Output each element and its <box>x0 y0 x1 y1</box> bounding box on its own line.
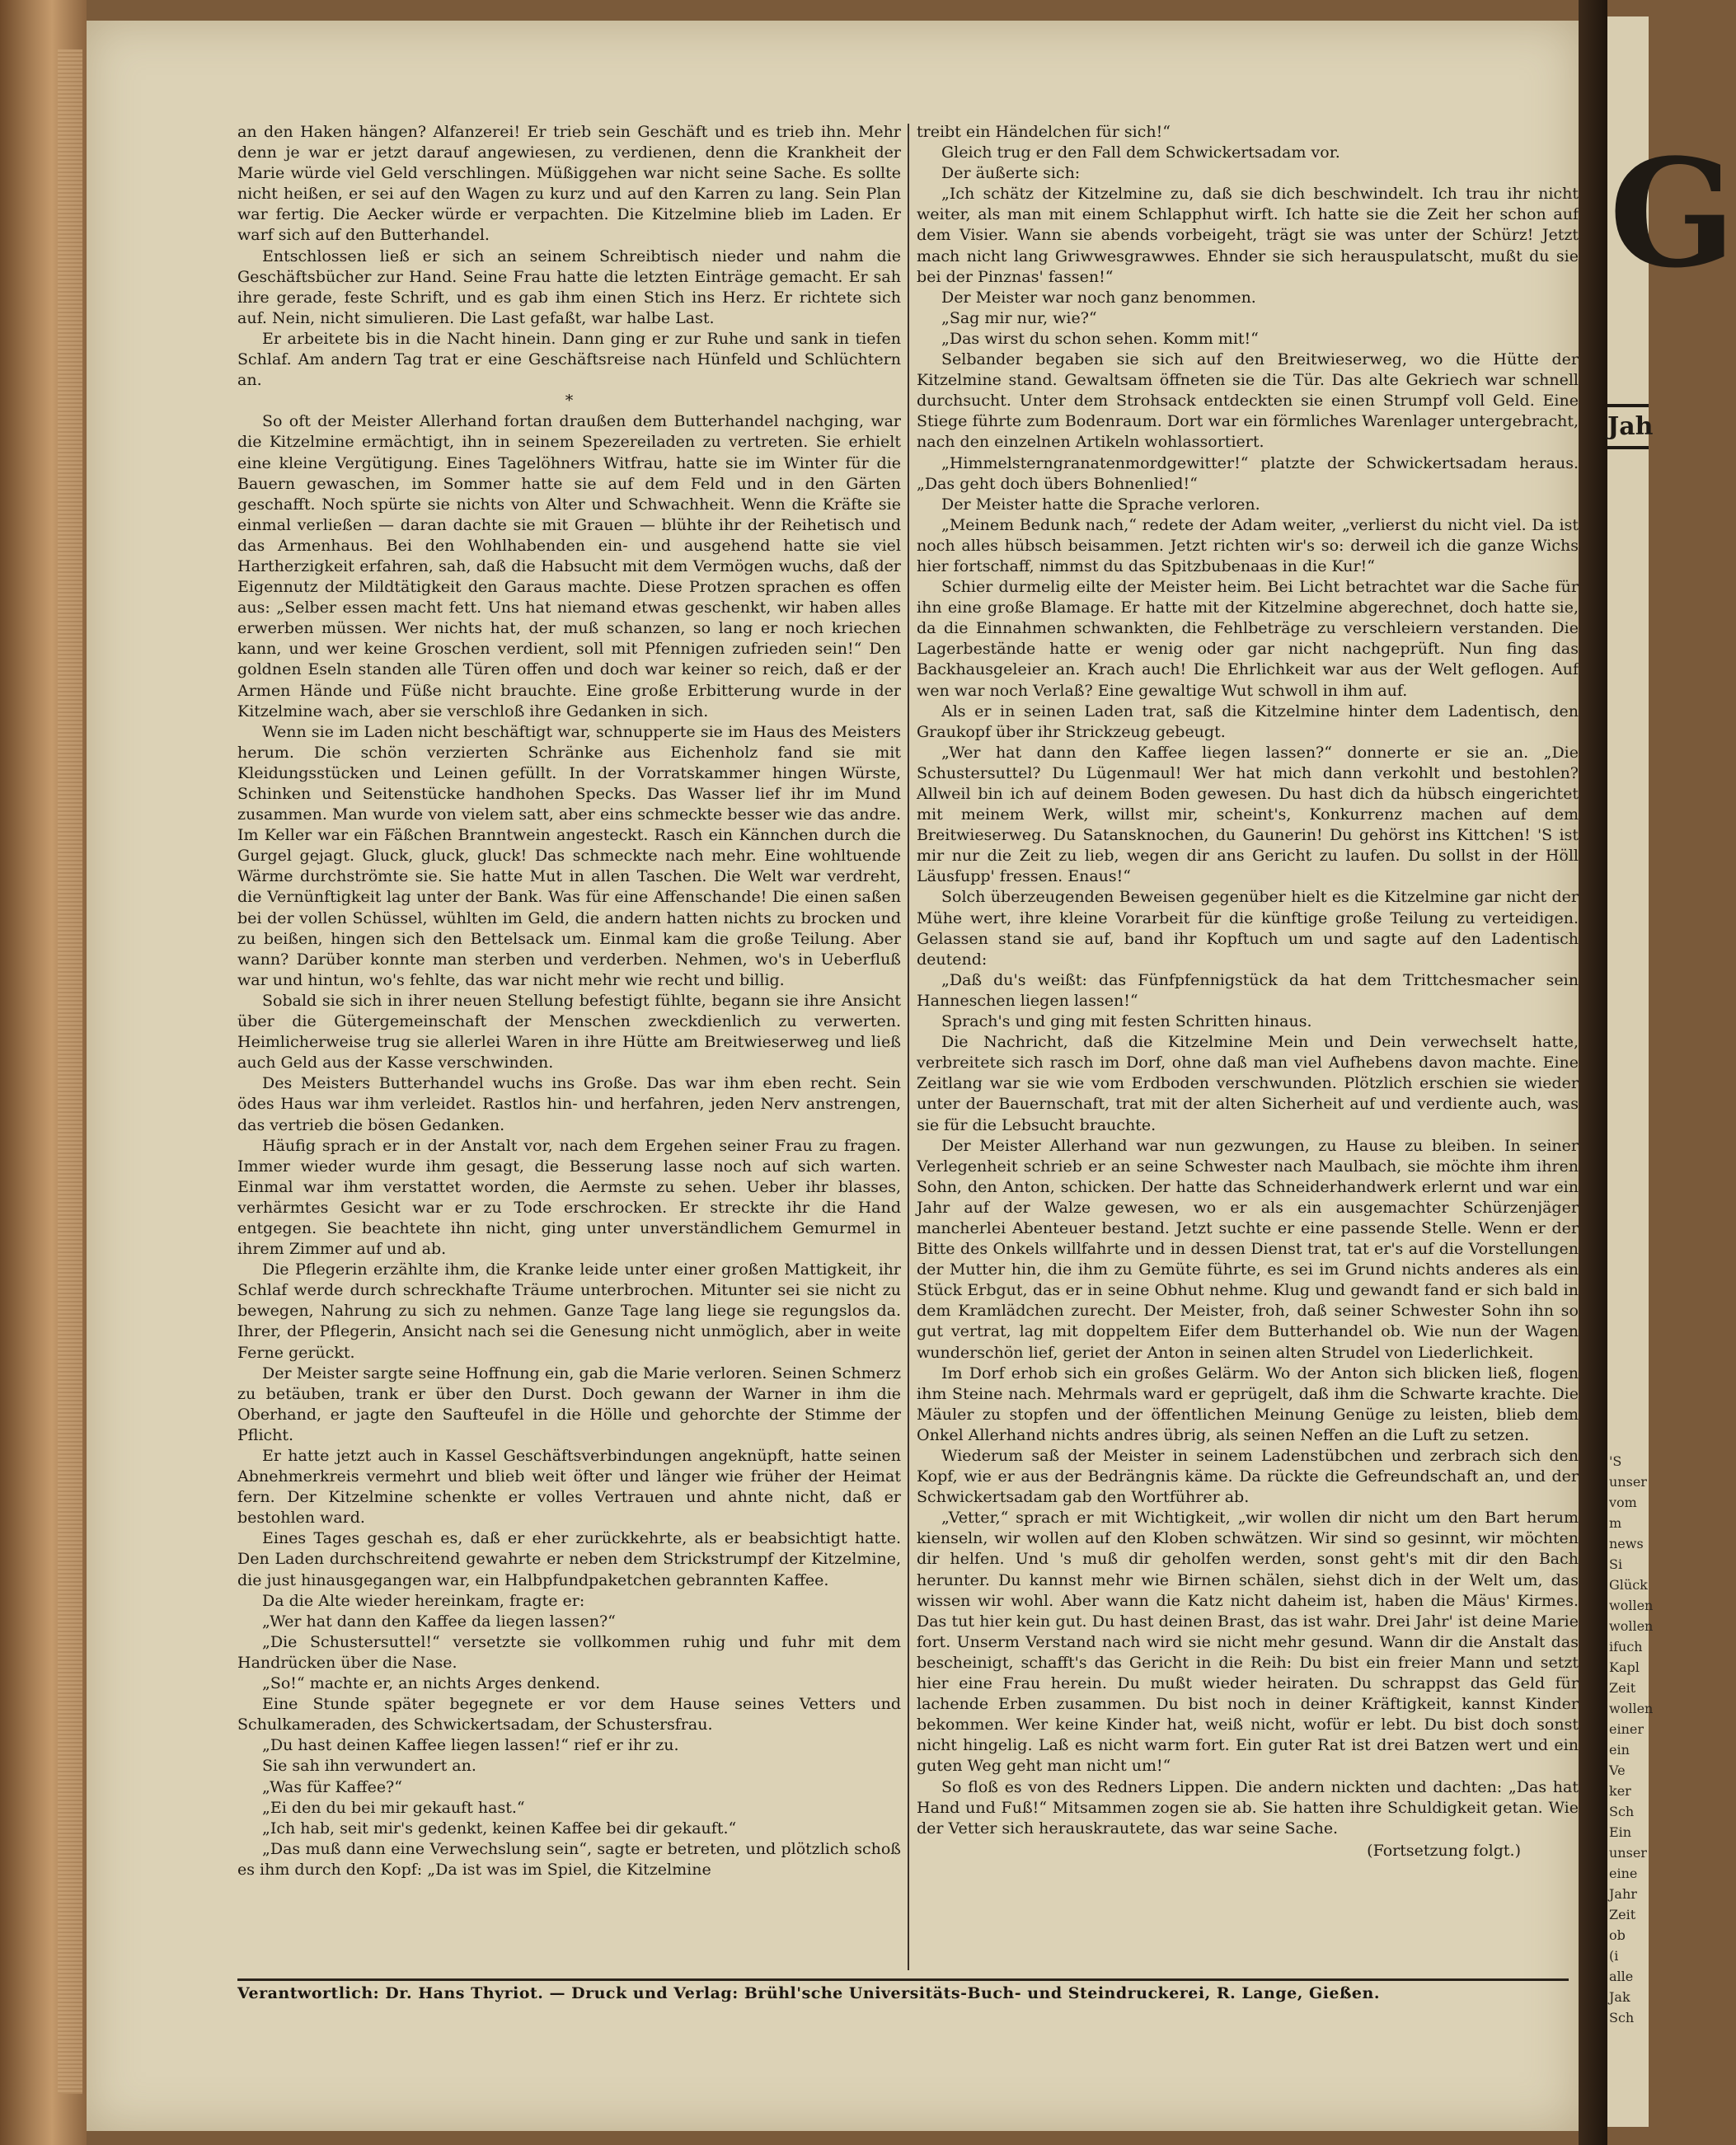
column-divider <box>908 124 909 1970</box>
adjacent-section-label: Jah <box>1607 404 1649 449</box>
adjacent-fragment-line: Sch <box>1609 1804 1635 1819</box>
article-paragraph: „Ich schätz der Kitzelmine zu, daß sie dich beschwindelt. Ich trau ihr nicht weiter, als man mit einem Schlapphut wirft. Ich hatte sie die Zeit her schon auf dem Visier. Wann sie abends vorbeigeht, trägt sie was unter der Schürz! Jetzt mach nicht lang Griwwesgrawwes. Ehnder sie sich herauspulatscht, mußt du sie bei der Pinznas' fassen!“ <box>917 185 1579 286</box>
article-paragraph: „Wer hat dann den Kaffee liegen lassen?“ donnerte er sie an. „Die Schustersuttel? Du Lügenmaul! Wer hat mich dann verkohlt und bestohlen? Allweil bin ich auf deinem Boden gewesen. Du hast dich da hübsch eingerichtet mit meinem Werk, willst mir, scheint's, Konkurrenz machen auf dem Breitwieserweg. Du Satansknochen, du Gaunerin! Du gehörst ins Kittchen! 'S ist mir nur die Zeit zu lieb, wegen dir ans Gericht zu laufen. Du sollst in der Höll Läusfupp' fressen. Enaus!“ <box>917 743 1579 886</box>
adjacent-fragment-line: alle <box>1609 1969 1634 1984</box>
adjacent-fragment-line: einer <box>1609 1721 1645 1737</box>
article-column-right <box>917 122 1579 1977</box>
article-paragraph: Im Dorf erhob sich ein großes Gelärm. Wo der Anton sich blicken ließ, flogen ihm Steine nach. Mehrmals ward er geprügelt, daß ihm die Schwarte krachte. Die Mäuler zu stopfen und der öffentlichen Meinung Genüge zu leisten, blieb dem Onkel Allerhand nichts andres übrig, als seinen Neffen an die Luft zu setzen. <box>917 1364 1579 1444</box>
article-paragraph: Da die Alte wieder hereinkam, fragte er: <box>262 1591 585 1610</box>
article-paragraph: „Meinem Bedunk nach,“ redete der Adam weiter, „verlierst du nicht viel. Da ist noch alles hübsch beisammen. Jetzt richten wir's so: derweil ich die ganze Wichs hier fortschaff, nimmst du das Spitzbubenaas in die Kur!“ <box>917 515 1579 575</box>
adjacent-fragment-line: ker <box>1609 1783 1631 1799</box>
continued-note: (Fortsetzung folgt.) <box>1367 1841 1521 1860</box>
adjacent-fragment-line: wollen <box>1609 1618 1654 1634</box>
article-paragraph: Der Meister sargte seine Hoffnung ein, gab die Marie verloren. Seinen Schmerz zu betäuben, trank er über den Durst. Doch gewann der Warner in ihm die Oberhand, er jagte den Saufteufel in die Hölle und gehorchte der Stimme der Pflicht. <box>237 1364 901 1444</box>
adjacent-text-fragment <box>1609 1451 1654 2028</box>
adjacent-fragment-line: m <box>1609 1515 1622 1531</box>
article-paragraph: Er arbeitete bis in die Nacht hinein. Dann ging er zur Ruhe und sank in tiefen Schlaf. Am andern Tag trat er eine Geschäftsreise nach Hünfeld und Schlüchtern an. <box>237 329 901 390</box>
adjacent-fragment-line: Ve <box>1609 1762 1626 1778</box>
adjacent-fragment-line: (i <box>1609 1948 1619 1964</box>
article-paragraph: „Ei den du bei mir gekauft hast.“ <box>262 1798 525 1817</box>
adjacent-fragment-line: Glück <box>1609 1577 1648 1593</box>
article-paragraph: „Du hast deinen Kaffee liegen lassen!“ rief er ihr zu. <box>262 1736 679 1755</box>
adjacent-fragment-line: Jahr <box>1609 1886 1637 1902</box>
article-paragraph: So oft der Meister Allerhand fortan draußen dem Butterhandel nachging, war die Kitzelmine ermächtigt, ihn in seinem Spezereiladen zu vertreten. Sie erhielt eine kleine Vergütigung. Eines Tagelöhners Witfrau, hatte sie im Winter für die Bauern gewaschen, im Sommer hatte sie auf dem Feld und in den Gärten geschafft. Noch spürte sie nichts von Alter und Schwachheit. Wenn die Kräfte sie einmal verließen — daran dachte sie mit Grauen — blühte ihr der Reihetisch und das Armenhaus. Bei den Wohlhabenden ein- und ausgehend hatte sie viel Hartherzigkeit erfahren, sah, daß die Habsucht mit dem Vermögen wuchs, daß der Eigennutz der Mildtätigkeit den Garaus machte. Diese Protzen sprachen es offen aus: „Selber essen macht fett. Uns hat niemand etwas geschenkt, wir haben alles erwerben müssen. Wer nichts hat, der muß schanzen, so lang er noch kriechen kann, und wer keine Groschen verdient, soll mit Pfennigen zufrieden sein!“ Den goldnen Eseln standen alle Türen offen und doch war keiner so reich, daß er der Armen Hände und Füße nicht brauchte. Eine große Erbitterung wurde in der Kitzelmine wach, aber sie verschloß ihre Gedanken in sich. <box>237 412 901 720</box>
article-paragraph: „Das muß dann eine Verwechslung sein“, sagte er betreten, und plötzlich schoß es ihm durch den Kopf: „Da ist was im Spiel, die Kitzelmine <box>237 1839 901 1879</box>
adjacent-fragment-line: Zeit <box>1609 1907 1636 1922</box>
article-paragraph: Sprach's und ging mit festen Schritten hinaus. <box>941 1012 1312 1031</box>
article-paragraph: „Daß du's weißt: das Fünfpfennigstück da hat dem Trittchesmacher sein Hanneschen liegen lassen!“ <box>917 970 1579 1010</box>
article-paragraph: „Ich hab, seit mir's gedenkt, keinen Kaffee bei dir gekauft.“ <box>262 1819 737 1838</box>
article-paragraph: Der Meister Allerhand war nun gezwungen, zu Hause zu bleiben. In seiner Verlegenheit schrieb er an seine Schwester nach Maulbach, sie möchte ihm ihren Sohn, den Anton, schicken. Der hatte das Schneiderhandwerk erlernt und war ein Jahr auf der Walze gewesen, wo er als ein ausgemachter Schürzenjäger mancherlei Abenteuer bestand. Jetzt suchte er eine passende Stelle. Wenn er der Bitte des Onkels willfahrte und in dessen Dienst trat, tat er's auf die Vorstellungen der Mutter hin, die ihm zu Gemüte führte, es sei im Grund nichts anderes als ein Stück Erbgut, das er in seine Obhut nehme. Klug und gewandt fand er sich bald in dem Kramlädchen zurecht. Der Meister, froh, daß seiner Schwester Sohn ihn so gut vertrat, lag mit doppeltem Eifer dem Butterhandel ob. Wie nun der Wagen wunderschön lief, geriet der Anton in seinen alten Strudel von Liederlichkeit. <box>917 1136 1579 1362</box>
article-paragraph: Sie sah ihn verwundert an. <box>262 1757 476 1776</box>
article-paragraph: Sobald sie sich in ihrer neuen Stellung befestigt fühlte, begann sie ihre Ansicht über die Gütergemeinschaft der Menschen zweckdienlich zu verwerten. Heimlicherweise trug sie allerlei Waren in ihre Hütte am Breitwieserweg und ließ auch Geld aus der Kasse verschwinden. <box>237 991 901 1072</box>
article-paragraph: Der Meister war noch ganz benommen. <box>941 288 1256 307</box>
article-paragraph: Schier durmelig eilte der Meister heim. Bei Licht betrachtet war die Sache für ihn eine große Blamage. Er hatte mit der Kitzelmine abgerechnet, doch hatte sie, da die Einnahmen schwankten, die Fehlbeträge zu verschleiern verstanden. Die Lagerbestände hatte er wenig oder gar nicht nachgeprüft. Nun fing das Backhausgeleier an. Krach auch! Die Ehrlichkeit war aus der Welt geflogen. Auf wen war noch Verlaß? Eine gewaltige Wut schwoll in ihm auf. <box>917 578 1579 700</box>
footer-rule <box>237 1978 1569 1981</box>
adjacent-fragment-line: ein <box>1609 1742 1630 1758</box>
article-paragraph: Wiederum saß der Meister in seinem Ladenstübchen und zerbrach sich den Kopf, wie er aus der Bedrängnis käme. Da rückte die Gefreundschaft an, und der Schwickertsadam gab den Wortführer ab. <box>917 1447 1579 1507</box>
article-column-left <box>237 122 901 1977</box>
article-paragraph: „Das wirst du schon sehen. Komm mit!“ <box>941 329 1259 348</box>
adjacent-fragment-line: wollen <box>1609 1701 1654 1716</box>
article-paragraph: Des Meisters Butterhandel wuchs ins Große. Das war ihm eben recht. Sein ödes Haus war ihm verleidet. Rastlos hin- und herfahren, jeden Nerv anstrengen, das vertrieb die bösen Gedanken. <box>237 1074 901 1134</box>
adjacent-fragment-line: Sch <box>1609 2010 1635 2025</box>
adjacent-fragment-line: Ein <box>1609 1824 1632 1840</box>
adjacent-fragment-line: eine <box>1609 1866 1638 1881</box>
adjacent-fragment-line: ob <box>1609 1927 1626 1943</box>
article-paragraph: Der äußerte sich: <box>941 164 1081 183</box>
article-paragraph: Gleich trug er den Fall dem Schwickertsadam vor. <box>941 143 1340 162</box>
adjacent-masthead-letter: G <box>1609 127 1736 301</box>
article-paragraph: Selbander begaben sie sich auf den Breitwieserweg, wo die Hütte der Kitzelmine stand. Gewaltsam öffneten sie die Tür. Das alte Gekriech war schnell durchsucht. Unter dem Strohsack entdeckten sie einen Strumpf voll Geld. Eine Stiege führte zum Bodenraum. Dort war ein förmliches Warenlager untergebracht, nach den einzelnen Artikeln wohlassortiert. <box>917 350 1579 452</box>
article-paragraph: treibt ein Händelchen für sich!“ <box>917 123 1171 141</box>
adjacent-fragment-line: ifuch <box>1609 1639 1643 1655</box>
article-paragraph: Wenn sie im Laden nicht beschäftigt war, schnupperte sie im Haus des Meisters herum. Die schön verzierten Schränke aus Eichenholz fand sie mit Kleidungsstücken und Leinen gefüllt. In der Vorratskammer hingen Würste, Schinken und Seitenstücke handhohen Specks. Das Wasser lief ihr im Mund zusammen. Man wurde von vielem satt, aber eins schmeckte besser wie das andre. Im Keller war ein Fäßchen Branntwein angesteckt. Rasch ein Kännchen durch die Gurgel gejagt. Gluck, gluck, gluck! Das schmeckte nach mehr. Eine wohltuende Wärme durchströmte sie. Sie hatte Mut in allen Taschen. Die Welt war verdreht, die Vernünftigkeit lag unter der Bank. Was für eine Affenschande! Die einen saßen bei der vollen Schüssel, wühlten im Geld, die andern hatten nichts zu brocken und zu beißen, hingen sich den Bettelsack um. Einmal kam die große Teilung. Aber wann? Darüber konnte man sterben und verderben. Nehmen, wo's in Ueberfluß war und hintun, wo's fehlte, das war nicht mehr wie recht und billig. <box>237 722 901 989</box>
article-paragraph: an den Haken hängen? Alfanzerei! Er trieb sein Geschäft und es trieb ihn. Mehr denn je war er jetzt darauf angewiesen, zu verdienen, denn die Krankheit der Marie würde viel Geld verschlingen. Müßiggehen war nicht seine Sache. Es sollte nicht heißen, er sei auf den Wagen zu kurz und auf den Karren zu lang. Sein Plan war fertig. Die Aecker würde er verpachten. Die Kitzelmine blieb im Laden. Er warf sich auf den Butterhandel. <box>237 123 901 245</box>
page-edges <box>58 49 82 2094</box>
article-paragraph: „So!“ machte er, an nichts Arges denkend. <box>262 1674 601 1693</box>
article-paragraph: Solch überzeugenden Beweisen gegenüber hielt es die Kitzelmine gar nicht der Mühe wert, ihre kleine Vorarbeit für die künftige große Teilung zu verteidigen. Gelassen stand sie auf, band ihr Kopftuch um und sagte auf den Ladentisch deutend: <box>917 888 1579 969</box>
article-paragraph: Der Meister hatte die Sprache verloren. <box>941 495 1260 514</box>
section-separator: * <box>565 392 574 411</box>
article-paragraph: „Wer hat dann den Kaffee da liegen lassen?“ <box>262 1612 616 1631</box>
adjacent-fragment-line: Jak <box>1609 1989 1630 2005</box>
article-paragraph: Die Pflegerin erzählte ihm, die Kranke leide unter einer großen Mattigkeit, ihr Schlaf werde durch schreckhafte Träume unterbrochen. Mitunter sei sie nicht zu bewegen, Nahrung zu sich zu nehmen. Ganze Tage lang liege sie regungslos da. Ihrer, der Pflegerin, Ansicht nach sei die Genesung nicht unmöglich, aber in weite Ferne gerückt. <box>237 1260 901 1362</box>
book-gutter <box>1579 0 1607 2145</box>
article-paragraph: „Was für Kaffee?“ <box>262 1777 402 1796</box>
adjacent-fragment-line: 'S <box>1609 1453 1622 1469</box>
adjacent-fragment-line: unser <box>1609 1845 1647 1861</box>
adjacent-fragment-line: vom <box>1609 1495 1637 1510</box>
article-paragraph: So floß es von des Redners Lippen. Die andern nickten und dachten: „Das hat Hand und Fuß!“ Mitsammen zogen sie ab. Sie hatten ihre Schuldigkeit getan. Wie der Vetter sich herauskrautete, das war seine Sache. <box>917 1777 1579 1838</box>
article-paragraph: „Die Schustersuttel!“ versetzte sie vollkommen ruhig und fuhr mit dem Handrücken über die Nase. <box>237 1632 901 1672</box>
publisher-imprint: Verantwortlich: Dr. Hans Thyriot. — Druck und Verlag: Brühl'sche Universitäts-Buch- und Steindruckerei, R. Lange, Gießen. <box>237 1984 1380 2002</box>
adjacent-fragment-line: Zeit <box>1609 1680 1636 1696</box>
article-paragraph: Eines Tages geschah es, daß er eher zurückkehrte, als er beabsichtigt hatte. Den Laden durchschreitend gewahrte er neben dem Strickstrumpf der Kitzelmine, die just hinausgegangen war, ein Halbpfundpaketchen gebrannten Kaffee. <box>237 1529 901 1589</box>
article-paragraph: Häufig sprach er in der Anstalt vor, nach dem Ergehen seiner Frau zu fragen. Immer wieder wurde ihm gesagt, die Besserung lasse noch auf sich warten. Einmal war ihm verstattet worden, die Aermste zu sehen. Ueber ihr blasses, verhärmtes Gesicht war er zu Tode erschrocken. Er streckte ihr die Hand entgegen. Sie beachtete ihn nicht, ging unter unverständlichem Gemurmel in ihrem Zimmer auf und ab. <box>237 1136 901 1259</box>
article-paragraph: Er hatte jetzt auch in Kassel Geschäftsverbindungen angeknüpft, hatte seinen Abnehmerkreis vermehrt und blieb weit öfter und länger wie früher der Heimat fern. Der Kitzelmine schenkte er volles Vertrauen und ahnte nicht, daß er bestohlen ward. <box>237 1447 901 1528</box>
article-paragraph: Eine Stunde später begegnete er vor dem Hause seines Vetters und Schulkameraden, des Schwickertsadam, der Schustersfrau. <box>237 1695 901 1734</box>
article-paragraph: „Vetter,“ sprach er mit Wichtigkeit, „wir wollen dir nicht um den Bart herum kienseln, wir wollen auf den Kloben schwätzen. Wir sind so gesinnt, wir möchten dir helfen. Und 's muß dir geholfen werden, sonst geht's mit dir den Bach herunter. Du kannst mehr wie Birnen schälen, siehst dich in der Welt um, das wissen wir wohl. Aber wann die Katz nicht daheim ist, haben die Mäus' Kirmes. Das tut hier kein gut. Du hast deinen Brast, das ist wahr. Drei Jahr' ist deine Marie fort. Unserm Verstand nach wird sie nicht mehr gesund. Wann dir die Anstalt das bescheinigt, schafft's das Gericht in die Reih: Du bist ein freier Mann und setzt hier eine Frau herein. Du mußt wieder heiraten. Du schrappst das Geld für lachende Erben zusammen. Du bist noch in deiner Kräftigkeit, kannst Kinder bekommen. Wer keine Kinder hat, weiß nicht, wofür er lebt. Du bist doch sonst nicht hingelig. Laß es nicht warm fort. Ein guter Rat ist drei Batzen wert und ein guten Weg geht man nicht um!“ <box>917 1509 1579 1776</box>
article-paragraph: Als er in seinen Laden trat, saß die Kitzelmine hinter dem Ladentisch, den Graukopf über ihr Strickzeug gebeugt. <box>917 702 1579 741</box>
article-paragraph: „Sag mir nur, wie?“ <box>941 308 1097 327</box>
adjacent-page <box>1607 16 1736 2127</box>
article-paragraph: Entschlossen ließ er sich an seinem Schreibtisch nieder und nahm die Geschäftsbücher zur Hand. Seine Frau hatte die letzten Einträge gemacht. Er sah ihre gerade, feste Schrift, und es gab ihm einen Stich ins Herz. Er richtete sich auf. Nein, nicht simulieren. Die Last gefaßt, war halbe Last. <box>237 246 901 327</box>
adjacent-fragment-line: unser <box>1609 1474 1647 1490</box>
article-paragraph: „Himmelsterngranatenmordgewitter!“ platzte der Schwickertsadam heraus. „Das geht doch übers Bohnenlied!“ <box>917 453 1579 493</box>
adjacent-fragment-line: Kapl <box>1609 1659 1640 1675</box>
book-binding <box>0 0 87 2145</box>
adjacent-fragment-line: wollen <box>1609 1598 1654 1613</box>
article-paragraph: Die Nachricht, daß die Kitzelmine Mein und Dein verwechselt hatte, verbreitete sich rasch im Dorf, ohne daß man viel Aufhebens davon machte. Eine Zeitlang war sie wie vom Erdboden verschwunden. Plötzlich erschien sie wieder unter der Bauernschaft, trat mit der alten Sicherheit auf und verdiente auch, was sie für die Lebsucht brauchte. <box>917 1033 1579 1134</box>
adjacent-fragment-line: Si <box>1609 1556 1623 1572</box>
adjacent-fragment-line: news <box>1609 1536 1644 1551</box>
